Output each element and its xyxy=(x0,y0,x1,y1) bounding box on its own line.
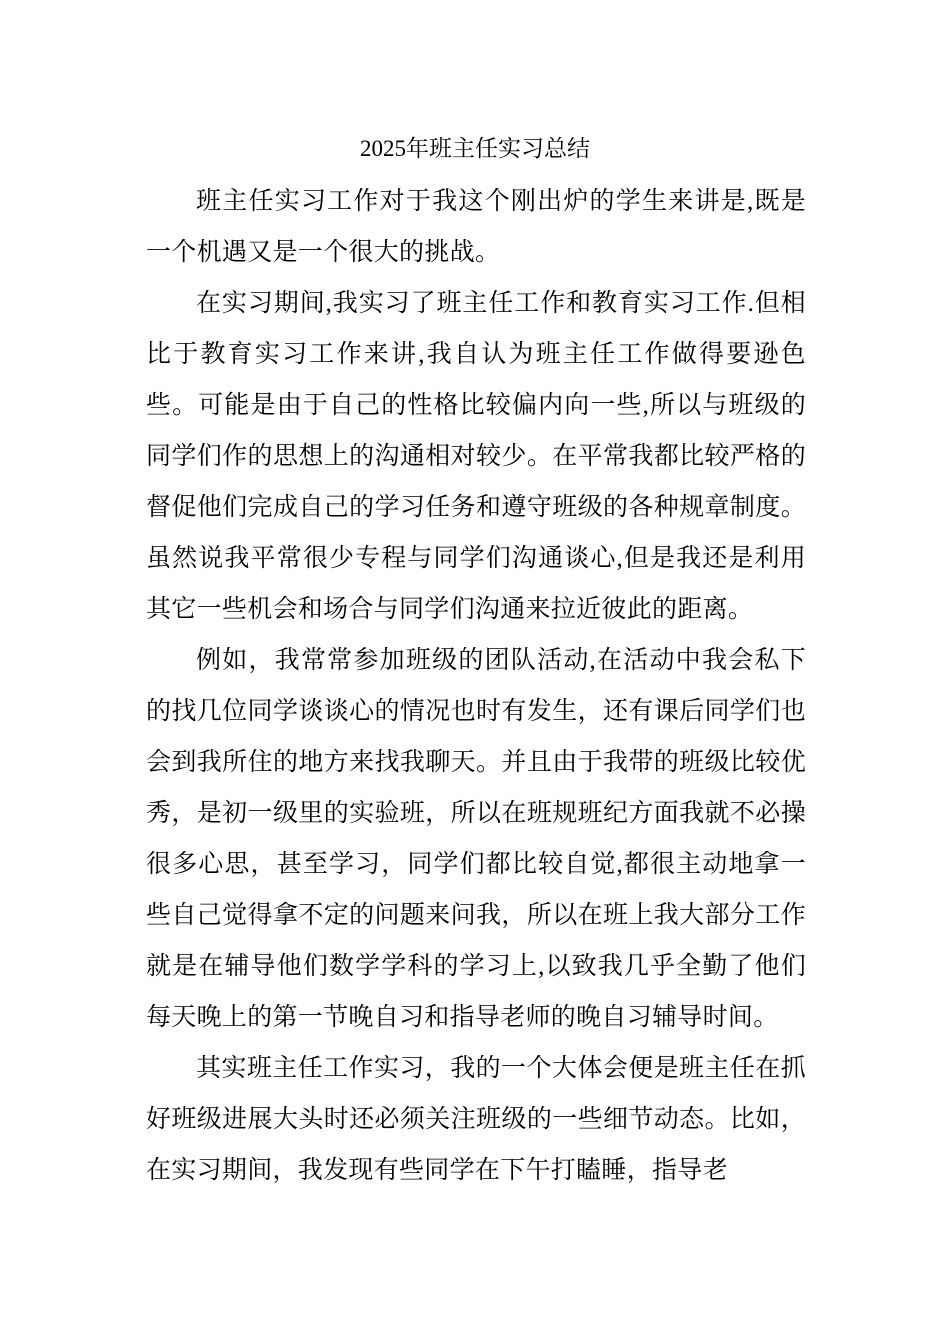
paragraph-3: 例如，我常常参加班级的团队活动,在活动中我会私下的找几位同学谈谈心的情况也时有发生，还有课后同学们也会到我所住的地方来找我聊天。并且由于我带的班级比较优秀，是初一级里的实验班，所以在班规班纪方面我就不必操很多心思，甚至学习，同学们都比较自觉,都很主动地拿一些自己觉得拿不定的问题来问我，所以在班上我大部分工作就是在辅导他们数学学科的学习上,以致我几乎全勤了他们每天晚上的第一节晚自习和指导老师的晚自习辅导时间。 xyxy=(146,647,806,1031)
paragraph-1: 班主任实习工作对于我这个刚出炉的学生来讲是,既是一个机遇又是一个很大的挑战。 xyxy=(146,188,806,266)
document-body xyxy=(146,176,806,1196)
paragraph-2: 在实习期间,我实习了班主任工作和教育实习工作.但相比于教育实习工作来讲,我自认为班主任工作做得要逊色些。可能是由于自己的性格比较偏内向一些,所以与班级的同学们作的思想上的沟通相对较少。在平常我都比较严格的督促他们完成自己的学习任务和遵守班级的各种规章制度。虽然说我平常很少专程与同学们沟通谈心,但是我还是利用其它一些机会和场合与同学们沟通来拉近彼此的距离。 xyxy=(146,290,806,623)
paragraph-4: 其实班主任工作实习，我的一个大体会便是班主任在抓好班级进展大头时还必须关注班级的一些细节动态。比如，在实习期间，我发现有些同学在下午打瞌睡，指导老 xyxy=(146,1055,806,1184)
document-title: 2025年班主任实习总结 xyxy=(360,136,590,161)
